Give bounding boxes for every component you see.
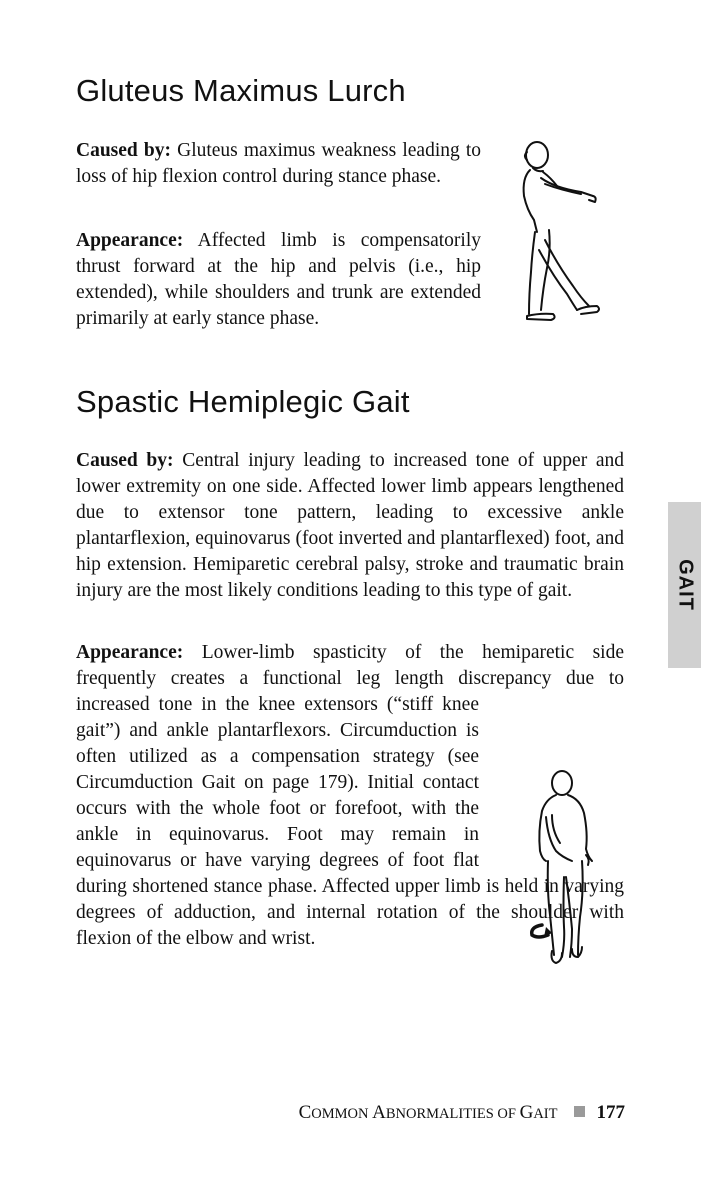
caused-by-label: Caused by: [76,140,171,161]
caused-by-label: Caused by: [76,450,174,471]
gluteus-caused-by-paragraph [76,138,481,190]
section-title-spastic-hemiplegic-gait: Spastic Hemiplegic Gait [76,384,410,419]
appearance-label: Appearance: [76,642,184,663]
caused-by-text: Central injury leading to increased tone of upper and lower extremity on one side. Affected lower limb appears lengthened due to extensor tone pattern, leading to excessive ankle plantarflexion, equinovarus (foot inverted and plantarflexed) foot, and hip extension. Hemiparetic cerebral palsy, stroke and traumatic brain injury are the most likely conditions leading to this type of gait. [76,450,625,601]
chapter-side-tab-label: GAIT [674,559,696,611]
section-title-gluteus-maximus-lurch: Gluteus Maximus Lurch [76,73,406,108]
appearance-text: Lower-limb spasticity of the hemiparetic side frequently creates a functional leg length discrepancy due to increased tone in the knee extensors (“stiff knee gait”) and ankle plantarflexors. Circumduction is often utilized as a compensation strategy (see Circumduction Gait on page 179). Initial contact occurs with the whole foot or forefoot, with the ankle in equinovarus. Foot may remain in equinovarus or have varying degrees of foot flat during shortened stance phase. Affected upper limb is held in varying degrees of adduction, and internal rotation of the shoulder with flexion of the elbow and wrist. [76,642,625,949]
gluteus-maximus-lurch-figure [505,130,615,330]
appearance-label: Appearance: [76,230,184,251]
appearance-text: Affected limb is compensatorily thrust forward at the hip and pelvis (i.e., hip extended), while shoulders and trunk are extended primarily at early stance phase. [76,230,481,329]
page-number: 177 [596,1102,625,1123]
chapter-side-tab[interactable] [668,502,701,668]
footer-chapter-title: COMMON ABNORMALITIES OF GAIT [298,1102,558,1123]
hemiplegic-caused-by-paragraph [76,448,624,604]
page-footer [200,1102,625,1124]
gluteus-appearance-paragraph [76,228,481,332]
spastic-hemiplegic-gait-figure [520,765,610,970]
footer-separator-square [574,1106,585,1117]
caused-by-text: Gluteus maximus weakness leading to loss of hip flexion control during stance phase. [76,140,482,187]
